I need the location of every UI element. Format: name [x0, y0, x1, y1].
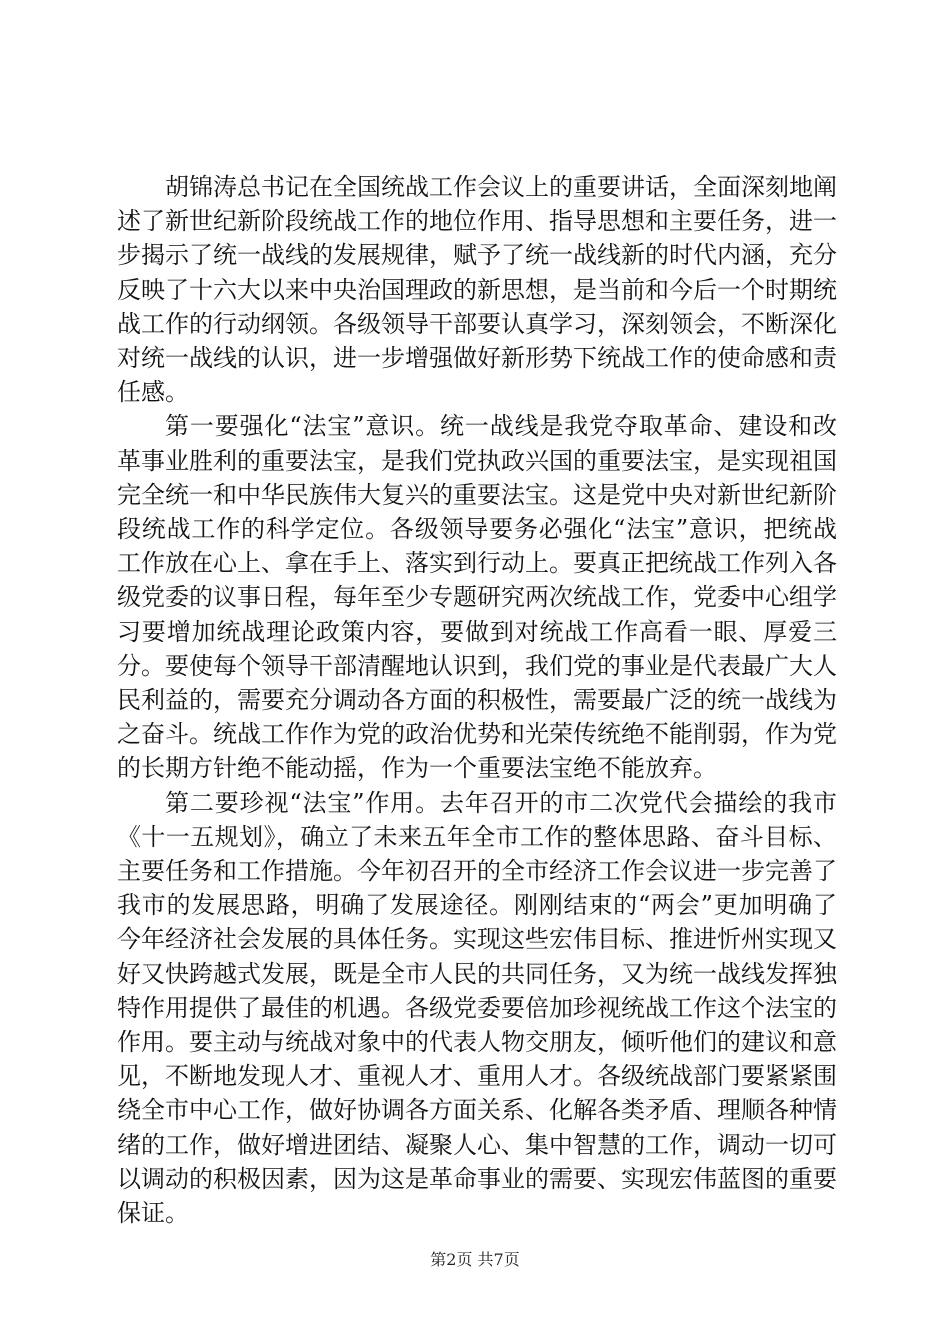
paragraph-2: 第一要强化“法宝”意识。统一战线是我党夺取革命、建设和改革事业胜利的重要法宝，是我们党执政兴国的重要法宝，是实现祖国完全统一和中华民族伟大复兴的重要法宝。这是党中央对新世纪新阶段统战工作的科学定位。各级领导要务必强化“法宝”意识，把统战工作放在心上、拿在手上、落实到行动上。要真正把统战工作列入各级党委的议事日程，每年至少专题研究两次统战工作，党委中心组学习要增加统战理论政策内容，要做到对统战工作高看一眼、厚爱三分。要使每个领导干部清醒地认识到，我们党的事业是代表最广大人民利益的，需要充分调动各方面的积极性，需要最广泛的统一战线为之奋斗。统战工作作为党的政治优势和光荣传统绝不能削弱，作为党的长期方针绝不能动摇，作为一个重要法宝绝不能放弃。 — [117, 412, 837, 783]
page-footer — [0, 1247, 950, 1270]
page-number: 第2页 共7页 — [430, 1250, 520, 1269]
paragraph-3: 第二要珍视“法宝”作用。去年召开的市二次党代会描绘的我市《十一五规划》，确立了未来五年全市工作的整体思路、奋斗目标、主要任务和工作措施。今年初召开的全市经济工作会议进一步完善了我市的发展思路，明确了发展途径。刚刚结束的“两会”更加明确了今年经济社会发展的具体任务。实现这些宏伟目标、推进忻州实现又好又快跨越式发展，既是全市人民的共同任务，又为统一战线发挥独特作用提供了最佳的机遇。各级党委要倍加珍视统战工作这个法宝的作用。要主动与统战对象中的代表人物交朋友，倾听他们的建议和意见，不断地发现人才、重视人才、重用人才。各级统战部门要紧紧围绕全市中心工作，做好协调各方面关系、化解各类矛盾、理顺各种情绪的工作，做好增进团结、凝聚人心、集中智慧的工作，调动一切可以调动的积极因素，因为这是革命事业的需要、实现宏伟蓝图的重要保证。 — [117, 788, 837, 1228]
paragraph-1: 胡锦涛总书记在全国统战工作会议上的重要讲话，全面深刻地阐述了新世纪新阶段统战工作的地位作用、指导思想和主要任务，进一步揭示了统一战线的发展规律，赋予了统一战线新的时代内涵，充分反映了十六大以来中央治国理政的新思想，是当前和今后一个时期统战工作的行动纲领。各级领导干部要认真学习，深刻领会，不断深化对统一战线的认识，进一步增强做好新形势下统战工作的使命感和责任感。 — [117, 173, 837, 407]
body-text — [117, 170, 837, 1230]
